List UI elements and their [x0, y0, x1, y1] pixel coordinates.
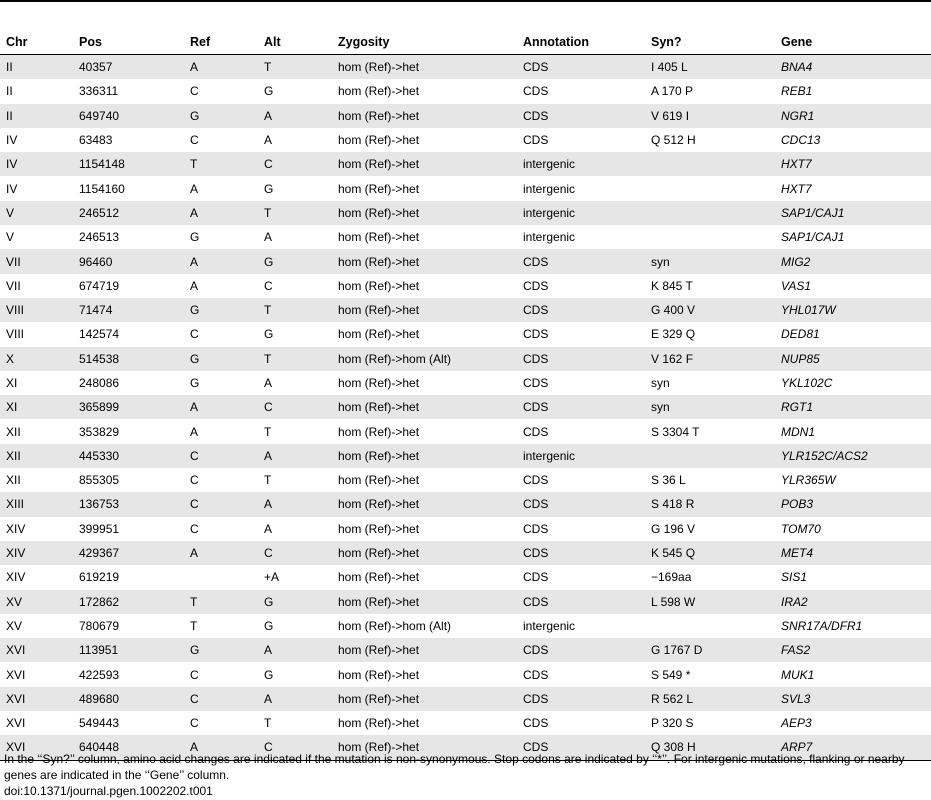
cell-annotation: CDS — [523, 424, 549, 439]
table-row — [0, 55, 931, 80]
table-row — [0, 395, 931, 419]
cell-chr: XVI — [0, 687, 73, 711]
cell-zygosity: hom (Ref)->het — [338, 376, 420, 390]
cell-zygosity: hom (Ref)->hom (Alt) — [338, 618, 452, 633]
cell-annotation: CDS — [523, 570, 549, 585]
cell-chr: XIV — [6, 570, 26, 585]
cell-syn: K 845 T — [651, 278, 693, 293]
cell-annotation: CDS — [523, 521, 549, 536]
cell-ref: T — [184, 590, 258, 614]
cell-syn: S 36 L — [651, 473, 686, 488]
cell-alt: G — [258, 590, 332, 614]
cell-alt: G — [264, 667, 274, 682]
cell-gene: HXT7 — [775, 152, 931, 176]
table-row — [0, 79, 931, 103]
cell-chr: XVI — [0, 735, 73, 760]
cell-gene: REB1 — [781, 84, 813, 99]
cell-ref: A — [184, 735, 258, 760]
table-row — [0, 565, 931, 589]
cell-pos: 136753 — [73, 492, 184, 516]
cell-syn: L 598 W — [645, 590, 775, 614]
cell-zygosity: hom (Ref)->het — [338, 521, 420, 536]
cell-chr: II — [6, 84, 13, 99]
cell-alt: G — [264, 181, 274, 196]
cell-syn: E 329 Q — [651, 327, 696, 342]
cell-annotation: CDS — [517, 395, 645, 419]
cell-gene: CDC13 — [781, 133, 821, 148]
cell-zygosity: hom (Ref)->het — [332, 298, 517, 322]
table-row — [0, 347, 931, 371]
cell-ref: C — [190, 521, 199, 536]
cell-alt: C — [258, 541, 332, 565]
cell-alt: A — [264, 133, 273, 148]
cell-syn: S 549 * — [651, 667, 691, 682]
cell-alt: T — [264, 424, 272, 439]
cell-pos: 640448 — [73, 735, 184, 760]
mutations-table — [0, 29, 931, 761]
cell-zygosity: hom (Ref)->het — [338, 133, 420, 148]
table-row — [0, 298, 931, 322]
cell-syn: Q 512 H — [651, 133, 696, 148]
cell-ref: A — [190, 424, 199, 439]
cell-syn: P 320 S — [651, 716, 694, 731]
cell-syn — [645, 176, 775, 200]
cell-ref: C — [190, 667, 199, 682]
cell-alt: G — [264, 618, 274, 633]
cell-alt: A — [258, 638, 332, 662]
cell-pos: 399951 — [79, 521, 120, 536]
cell-gene: NUP85 — [775, 347, 931, 371]
cell-annotation: CDS — [517, 492, 645, 516]
cell-syn: I 405 L — [645, 55, 775, 80]
cell-syn: A 170 P — [651, 84, 694, 99]
cell-annotation: intergenic — [517, 201, 645, 225]
cell-annotation: CDS — [523, 473, 549, 488]
cell-pos: 172862 — [73, 590, 184, 614]
cell-pos: 445330 — [73, 444, 184, 468]
cell-pos: 353829 — [79, 424, 120, 439]
cell-zygosity: hom (Ref)->het — [338, 327, 420, 342]
cell-zygosity: hom (Ref)->het — [332, 444, 517, 468]
table-header-row — [0, 29, 931, 55]
cell-zygosity: hom (Ref)->het — [332, 687, 517, 711]
cell-chr: XV — [0, 590, 73, 614]
table-row — [0, 249, 931, 273]
column-header-zygosity: Zygosity — [332, 29, 517, 55]
cell-annotation: intergenic — [523, 181, 576, 196]
cell-gene: HXT7 — [781, 181, 812, 196]
table-footnote: In the ‘‘Syn?’’ column, amino acid changes are indicated if the mutation is non-synonymous. Stop codons are indicated by ‘‘*’’. For intergenic mutations, flanking or nearby genes are indicated in the ‘‘Gene’’ column. — [4, 752, 905, 782]
cell-zygosity: hom (Ref)->het — [332, 492, 517, 516]
cell-syn: V 162 F — [645, 347, 775, 371]
cell-ref: C — [190, 327, 199, 342]
cell-gene: SVL3 — [775, 687, 931, 711]
cell-annotation: CDS — [523, 327, 549, 342]
cell-chr: VIII — [0, 298, 73, 322]
table-row — [0, 638, 931, 662]
cell-annotation: CDS — [523, 133, 549, 148]
table-row — [0, 225, 931, 249]
cell-pos: 336311 — [79, 84, 119, 99]
cell-gene: POB3 — [775, 492, 931, 516]
cell-pos: 246512 — [73, 201, 184, 225]
table-row — [0, 201, 931, 225]
table-row — [0, 687, 931, 711]
cell-gene: SIS1 — [781, 570, 808, 585]
table-row — [0, 468, 931, 492]
cell-zygosity: hom (Ref)->het — [332, 638, 517, 662]
cell-zygosity: hom (Ref)->het — [338, 181, 420, 196]
cell-alt: C — [258, 735, 332, 760]
cell-zygosity: hom (Ref)->het — [332, 735, 517, 760]
cell-chr: XVI — [6, 716, 26, 731]
cell-pos: 549443 — [79, 716, 120, 731]
cell-zygosity: hom (Ref)->het — [332, 104, 517, 128]
cell-alt: T — [258, 298, 332, 322]
cell-pos: 71474 — [73, 298, 184, 322]
cell-chr: II — [0, 104, 73, 128]
cell-pos: 422593 — [79, 667, 120, 682]
cell-annotation: CDS — [523, 278, 549, 293]
cell-zygosity: hom (Ref)->het — [338, 84, 420, 99]
cell-gene: AEP3 — [781, 716, 812, 731]
table-row — [0, 128, 931, 152]
cell-chr: V — [0, 201, 73, 225]
cell-alt: A — [264, 230, 273, 245]
cell-chr: IV — [6, 133, 18, 148]
cell-gene: SNR17A/DFR1 — [781, 618, 863, 633]
column-header-chr: Chr — [0, 29, 73, 55]
cell-alt: A — [264, 521, 273, 536]
table-body — [0, 55, 931, 761]
cell-chr: VIII — [6, 327, 25, 342]
cell-syn: syn — [645, 395, 775, 419]
cell-zygosity: hom (Ref)->het — [332, 541, 517, 565]
cell-zygosity: hom (Ref)->het — [338, 667, 420, 682]
cell-alt: T — [258, 347, 332, 371]
cell-syn — [645, 225, 775, 249]
cell-pos: 649740 — [73, 104, 184, 128]
cell-gene: MUK1 — [781, 667, 815, 682]
cell-gene: NGR1 — [775, 104, 931, 128]
cell-pos: 514538 — [73, 347, 184, 371]
cell-syn: G 1767 D — [645, 638, 775, 662]
cell-annotation: CDS — [517, 249, 645, 273]
cell-zygosity: hom (Ref)->het — [338, 716, 420, 731]
cell-gene: ARP7 — [775, 735, 931, 760]
cell-syn: syn — [645, 249, 775, 273]
cell-chr: II — [0, 55, 73, 80]
table-row — [0, 322, 931, 346]
cell-gene: MET4 — [775, 541, 931, 565]
cell-alt: G — [264, 84, 274, 99]
column-header-gene: Gene — [775, 29, 931, 55]
cell-syn: R 562 L — [645, 687, 775, 711]
cell-syn: Q 308 H — [645, 735, 775, 760]
cell-zygosity: hom (Ref)->het — [332, 249, 517, 273]
cell-syn — [645, 444, 775, 468]
cell-annotation: intergenic — [517, 444, 645, 468]
cell-ref: A — [184, 201, 258, 225]
table-row — [0, 176, 931, 200]
cell-annotation: CDS — [517, 687, 645, 711]
cell-ref: C — [184, 492, 258, 516]
cell-alt: G — [258, 249, 332, 273]
cell-syn — [645, 201, 775, 225]
cell-alt: T — [264, 716, 272, 731]
cell-alt: C — [258, 395, 332, 419]
cell-syn — [645, 152, 775, 176]
cell-chr: XII — [0, 444, 73, 468]
cell-alt: A — [264, 376, 273, 390]
cell-pos: 113951 — [73, 638, 184, 662]
cell-annotation: intergenic — [523, 230, 576, 245]
cell-syn: S 418 R — [645, 492, 775, 516]
cell-pos: 40357 — [73, 55, 184, 80]
table-row — [0, 541, 931, 565]
cell-gene: MDN1 — [781, 424, 816, 439]
table-row — [0, 492, 931, 516]
cell-annotation: intergenic — [517, 152, 645, 176]
cell-alt: A — [258, 492, 332, 516]
cell-gene: BNA4 — [775, 55, 931, 80]
cell-pos: 429367 — [73, 541, 184, 565]
cell-syn: −169aa — [651, 570, 692, 585]
cell-pos: 96460 — [73, 249, 184, 273]
cell-ref: C — [190, 473, 199, 488]
cell-syn — [645, 614, 775, 638]
cell-pos: 674719 — [79, 278, 120, 293]
cell-gene: YLR152C/ACS2 — [775, 444, 931, 468]
cell-pos: 1154160 — [79, 181, 125, 196]
cell-pos: 248086 — [79, 376, 120, 390]
cell-alt: T — [258, 55, 332, 80]
table-top-rule — [0, 0, 931, 2]
cell-annotation: intergenic — [523, 618, 576, 633]
cell-zygosity: hom (Ref)->het — [332, 152, 517, 176]
column-header-annotation: Annotation — [517, 29, 645, 55]
cell-zygosity: hom (Ref)->hom (Alt) — [332, 347, 517, 371]
cell-annotation: CDS — [517, 541, 645, 565]
cell-alt: A — [258, 444, 332, 468]
table-row — [0, 104, 931, 128]
cell-zygosity: hom (Ref)->het — [332, 395, 517, 419]
cell-alt: C — [258, 152, 332, 176]
cell-zygosity: hom (Ref)->het — [332, 201, 517, 225]
cell-ref: G — [184, 638, 258, 662]
cell-syn: S 3304 T — [651, 424, 700, 439]
cell-ref: C — [190, 716, 199, 731]
cell-annotation: CDS — [523, 667, 549, 682]
cell-chr: IV — [0, 152, 73, 176]
cell-chr: XI — [0, 395, 73, 419]
cell-gene: RGT1 — [775, 395, 931, 419]
cell-pos: 246513 — [79, 230, 120, 245]
cell-gene: MIG2 — [775, 249, 931, 273]
cell-ref: C — [184, 687, 258, 711]
cell-ref: A — [190, 278, 199, 293]
cell-chr: IV — [6, 181, 18, 196]
cell-ref: G — [190, 376, 200, 390]
cell-syn: G 400 V — [645, 298, 775, 322]
cell-ref: T — [184, 152, 258, 176]
cell-syn: V 619 I — [645, 104, 775, 128]
cell-syn: syn — [651, 376, 670, 390]
cell-ref: G — [184, 298, 258, 322]
cell-ref: A — [184, 541, 258, 565]
cell-ref: A — [184, 55, 258, 80]
cell-chr: XIV — [0, 541, 73, 565]
cell-zygosity: hom (Ref)->het — [338, 424, 420, 439]
cell-chr: VII — [6, 278, 21, 293]
cell-zygosity: hom (Ref)->het — [338, 278, 420, 293]
table-row — [0, 662, 931, 686]
cell-annotation: CDS — [517, 347, 645, 371]
cell-pos: 365899 — [73, 395, 184, 419]
column-header-syn: Syn? — [645, 29, 775, 55]
cell-chr: VII — [0, 249, 73, 273]
cell-annotation: CDS — [523, 84, 549, 99]
cell-ref: A — [190, 181, 199, 196]
cell-zygosity: hom (Ref)->het — [338, 473, 420, 488]
cell-chr: V — [6, 230, 15, 245]
cell-alt: G — [264, 327, 274, 342]
cell-gene: TOM70 — [781, 521, 821, 536]
table-row — [0, 711, 931, 735]
cell-alt: +A — [264, 570, 280, 585]
cell-zygosity: hom (Ref)->het — [332, 590, 517, 614]
cell-zygosity: hom (Ref)->het — [338, 230, 420, 245]
doi-line: doi:10.1371/journal.pgen.1002202.t001 — [4, 784, 213, 798]
cell-annotation: CDS — [523, 376, 549, 390]
cell-annotation: CDS — [523, 716, 549, 731]
cell-alt: C — [264, 278, 273, 293]
cell-pos: 619219 — [79, 570, 120, 585]
cell-syn: G 196 V — [651, 521, 696, 536]
cell-gene: YHL017W — [775, 298, 931, 322]
cell-annotation: CDS — [517, 735, 645, 760]
cell-ref: C — [190, 133, 199, 148]
cell-zygosity: hom (Ref)->het — [338, 570, 420, 585]
cell-chr: XI — [6, 376, 18, 390]
cell-alt: T — [264, 473, 272, 488]
cell-ref: A — [184, 249, 258, 273]
cell-annotation: CDS — [517, 590, 645, 614]
cell-chr: XV — [6, 618, 23, 633]
cell-syn: K 545 Q — [645, 541, 775, 565]
cell-gene: SAP1/CAJ1 — [775, 201, 931, 225]
cell-pos: 489680 — [73, 687, 184, 711]
table-row — [0, 590, 931, 614]
cell-annotation: CDS — [517, 638, 645, 662]
cell-gene: YKL102C — [781, 376, 833, 390]
cell-ref: G — [184, 104, 258, 128]
cell-ref: A — [184, 395, 258, 419]
cell-gene: VAS1 — [781, 278, 812, 293]
cell-chr: XIII — [0, 492, 73, 516]
cell-alt: T — [258, 201, 332, 225]
table-row — [0, 419, 931, 443]
cell-annotation: CDS — [517, 104, 645, 128]
cell-ref: G — [190, 230, 200, 245]
column-header-pos: Pos — [73, 29, 184, 55]
cell-chr: XII — [6, 473, 21, 488]
cell-pos: 1154148 — [73, 152, 184, 176]
table-row — [0, 152, 931, 176]
table-row — [0, 444, 931, 468]
cell-gene: YLR365W — [781, 473, 836, 488]
column-header-alt: Alt — [258, 29, 332, 55]
cell-pos: 142574 — [79, 327, 120, 342]
cell-ref: C — [184, 444, 258, 468]
cell-alt: A — [258, 104, 332, 128]
cell-pos: 63483 — [79, 133, 113, 148]
cell-ref — [184, 565, 258, 589]
cell-pos: 780679 — [79, 618, 120, 633]
cell-chr: XVI — [0, 638, 73, 662]
cell-gene: FAS2 — [775, 638, 931, 662]
cell-pos: 855305 — [79, 473, 120, 488]
cell-ref: T — [190, 618, 198, 633]
cell-annotation: CDS — [517, 55, 645, 80]
cell-ref: G — [184, 347, 258, 371]
cell-chr: X — [0, 347, 73, 371]
cell-gene: IRA2 — [775, 590, 931, 614]
cell-ref: C — [190, 84, 199, 99]
table-row — [0, 371, 931, 395]
column-header-ref: Ref — [184, 29, 258, 55]
table-row — [0, 274, 931, 298]
cell-alt: A — [258, 687, 332, 711]
cell-chr: XVI — [6, 667, 26, 682]
cell-gene: DED81 — [781, 327, 820, 342]
cell-zygosity: hom (Ref)->het — [332, 55, 517, 80]
cell-chr: XIV — [6, 521, 26, 536]
table-row — [0, 517, 931, 541]
cell-chr: XII — [6, 424, 21, 439]
cell-annotation: CDS — [517, 298, 645, 322]
cell-gene: SAP1/CAJ1 — [781, 230, 845, 245]
table-row — [0, 614, 931, 638]
